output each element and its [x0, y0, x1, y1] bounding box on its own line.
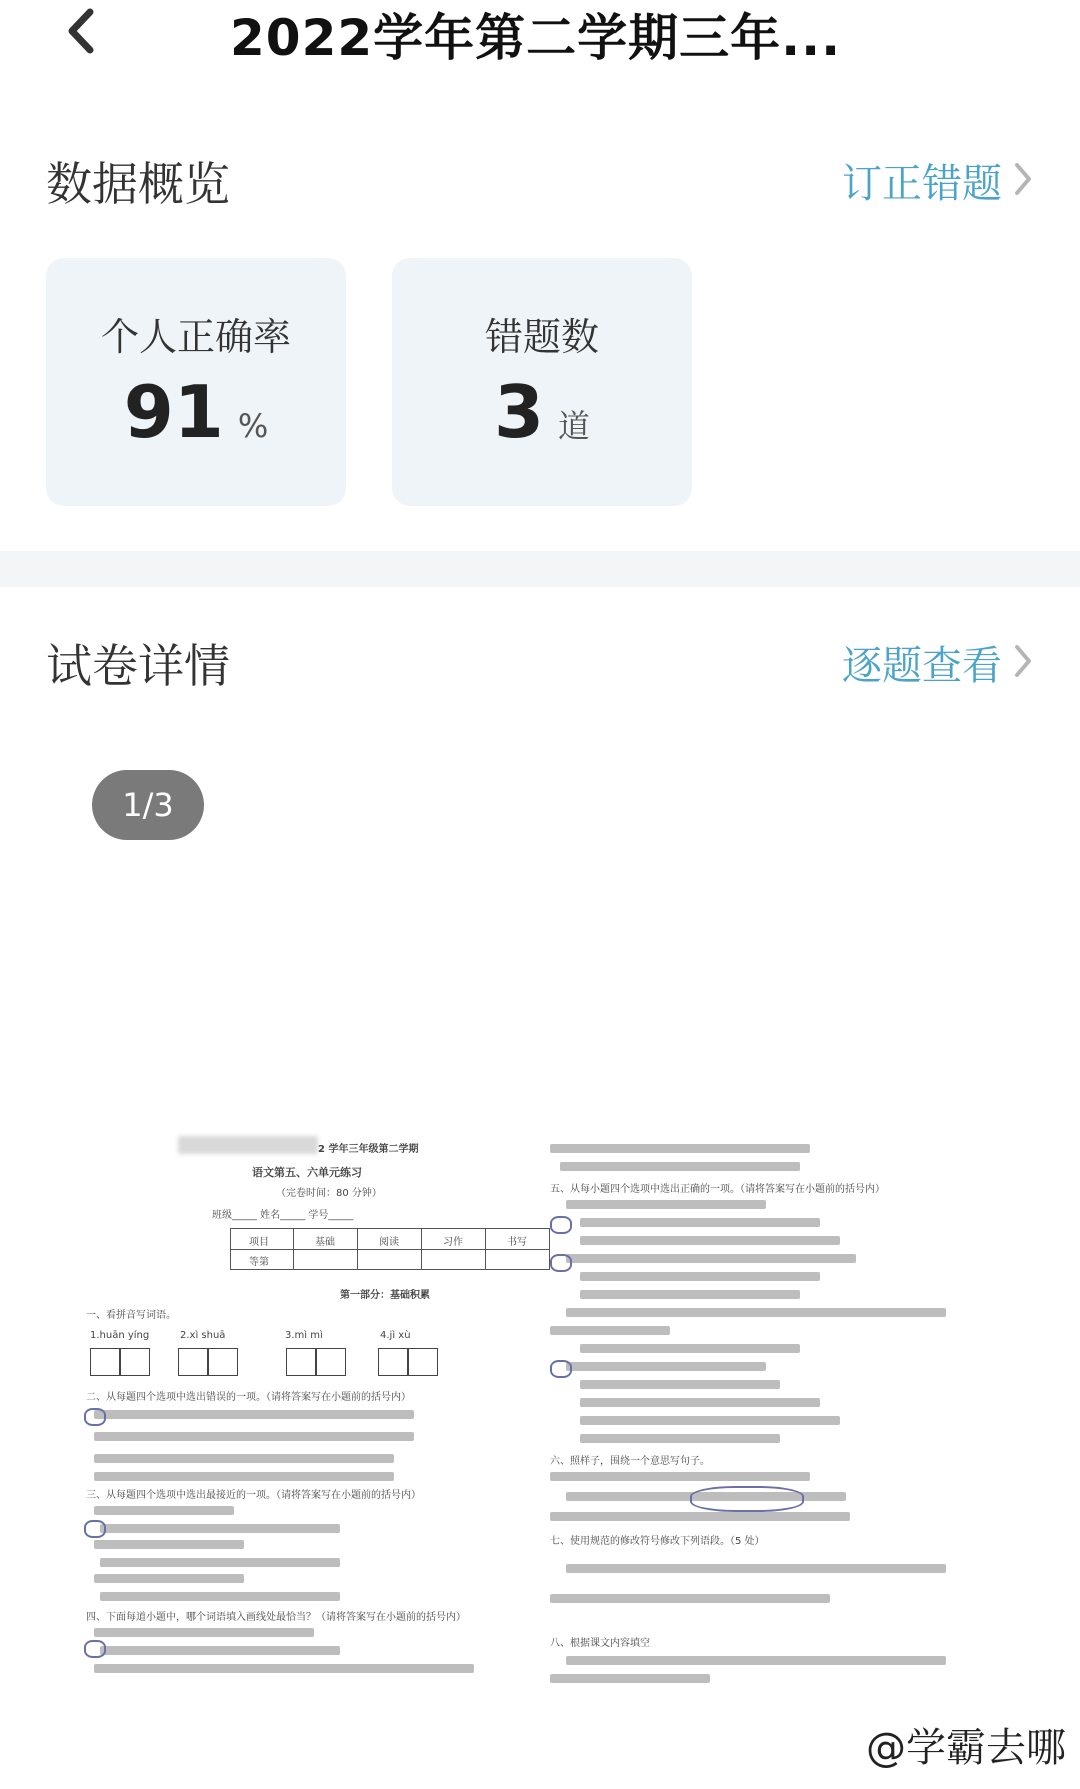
accuracy-value: 91	[123, 370, 224, 454]
text-line	[100, 1524, 340, 1533]
exam-paper-image[interactable]	[80, 1108, 1020, 1748]
paper-part1-title: 第一部分：基础积累	[340, 1290, 430, 1301]
handwritten-answer	[550, 1360, 572, 1378]
score-table-header: 基础	[315, 1237, 335, 1248]
text-line	[550, 1144, 810, 1153]
text-line	[550, 1512, 850, 1521]
text-line	[550, 1674, 710, 1683]
paper-q1: 一、看拼音写词语。	[86, 1310, 176, 1321]
score-table-row-label: 等第	[249, 1257, 269, 1268]
text-line	[580, 1344, 800, 1353]
text-line	[580, 1434, 780, 1443]
text-line	[566, 1362, 766, 1371]
accuracy-label: 个人正确率	[100, 315, 291, 359]
paper-time: （完卷时间：80 分钟）	[276, 1188, 382, 1199]
text-line	[580, 1380, 780, 1389]
wrong-count-card	[392, 258, 692, 506]
accuracy-unit: %	[237, 407, 269, 445]
text-line	[566, 1656, 946, 1665]
chevron-right-icon	[1012, 643, 1034, 683]
text-line	[560, 1162, 800, 1171]
paper-school-year: 2 学年三年级第二学期	[318, 1144, 419, 1155]
handwritten-answer	[84, 1520, 106, 1538]
chevron-left-icon[interactable]	[62, 6, 102, 56]
wrong-count-value-row	[392, 370, 692, 454]
score-table-header: 项目	[249, 1237, 269, 1248]
writing-box	[178, 1348, 208, 1376]
text-line	[550, 1594, 830, 1603]
writing-box	[90, 1348, 120, 1376]
text-line	[580, 1398, 820, 1407]
text-line	[566, 1200, 766, 1209]
text-line	[94, 1432, 414, 1441]
handwritten-answer	[550, 1216, 572, 1234]
fix-wrong-questions-label: 订正错题	[842, 161, 1002, 207]
text-line	[580, 1272, 820, 1281]
score-table	[230, 1228, 550, 1270]
text-line	[94, 1454, 394, 1463]
paper-q5: 五、从每小题四个选项中选出正确的一项。（请将答案写在小题前的括号内）	[550, 1184, 885, 1195]
text-line	[566, 1254, 856, 1263]
page-title: 2022学年第二学期三年...	[230, 9, 842, 67]
section-divider	[0, 551, 1080, 587]
view-by-question-link[interactable]	[842, 634, 1034, 691]
text-line	[94, 1410, 414, 1419]
score-table-header: 阅读	[379, 1237, 399, 1248]
text-line	[94, 1574, 244, 1583]
writing-box	[120, 1348, 150, 1376]
writing-box	[286, 1348, 316, 1376]
text-line	[566, 1564, 946, 1573]
accuracy-value-row	[46, 370, 346, 454]
text-line	[100, 1646, 340, 1655]
chevron-right-icon	[1012, 161, 1034, 201]
text-line	[550, 1326, 670, 1335]
handwritten-answer	[84, 1408, 106, 1426]
text-line	[566, 1308, 946, 1317]
score-table-header: 习作	[443, 1237, 463, 1248]
paper-q7: 七、使用规范的修改符号修改下列语段。（5 处）	[550, 1536, 765, 1547]
page-indicator: 1/3	[92, 770, 204, 840]
paper-subject: 语文第五、六单元练习	[252, 1166, 362, 1179]
pinyin-item: 1.huān yíng	[90, 1330, 150, 1341]
redacted-school-name	[178, 1136, 318, 1154]
text-line	[580, 1236, 840, 1245]
overview-section-title: 数据概览	[46, 157, 230, 211]
view-by-question-label: 逐题查看	[842, 643, 1002, 689]
score-table-header: 书写	[507, 1237, 527, 1248]
fix-wrong-questions-link[interactable]	[842, 152, 1034, 209]
text-line	[580, 1290, 800, 1299]
pinyin-item: 2.xì shuā	[180, 1330, 226, 1341]
text-line	[94, 1628, 314, 1637]
top-bar	[0, 0, 1080, 70]
text-line	[94, 1664, 474, 1673]
text-line	[94, 1506, 234, 1515]
details-section-title: 试卷详情	[46, 639, 230, 693]
text-line	[580, 1218, 820, 1227]
writing-box	[408, 1348, 438, 1376]
paper-q4: 四、下面每道小题中，哪个词语填入画线处最恰当？（请将答案写在小题前的括号内）	[86, 1612, 466, 1623]
text-line	[100, 1558, 340, 1567]
text-line	[94, 1540, 244, 1549]
text-line	[100, 1592, 340, 1601]
watermark: @学霸去哪	[866, 1725, 1066, 1771]
paper-q3: 三、从每题四个选项中选出最接近的一项。（请将答案写在小题前的括号内）	[86, 1490, 421, 1501]
writing-box	[378, 1348, 408, 1376]
writing-box	[316, 1348, 346, 1376]
wrong-count-value: 3	[493, 370, 545, 454]
paper-q6: 六、照样子，围绕一个意思写句子。	[550, 1456, 710, 1467]
text-line	[550, 1472, 810, 1481]
paper-q2: 二、从每题四个选项中选出错误的一项。（请将答案写在小题前的括号内）	[86, 1392, 411, 1403]
paper-student-info: 班级_____ 姓名_____ 学号_____	[212, 1210, 354, 1221]
accuracy-card	[46, 258, 346, 506]
pinyin-item: 4.jì xù	[380, 1330, 411, 1341]
wrong-count-unit: 道	[558, 407, 591, 445]
handwritten-answer	[550, 1254, 572, 1272]
pinyin-item: 3.mì mì	[285, 1330, 323, 1341]
handwritten-answer	[690, 1486, 804, 1512]
paper-q8: 八、根据课文内容填空	[550, 1638, 650, 1649]
handwritten-answer	[84, 1640, 106, 1658]
wrong-count-label: 错题数	[484, 315, 599, 359]
text-line	[94, 1472, 394, 1481]
text-line	[580, 1416, 840, 1425]
writing-box	[208, 1348, 238, 1376]
